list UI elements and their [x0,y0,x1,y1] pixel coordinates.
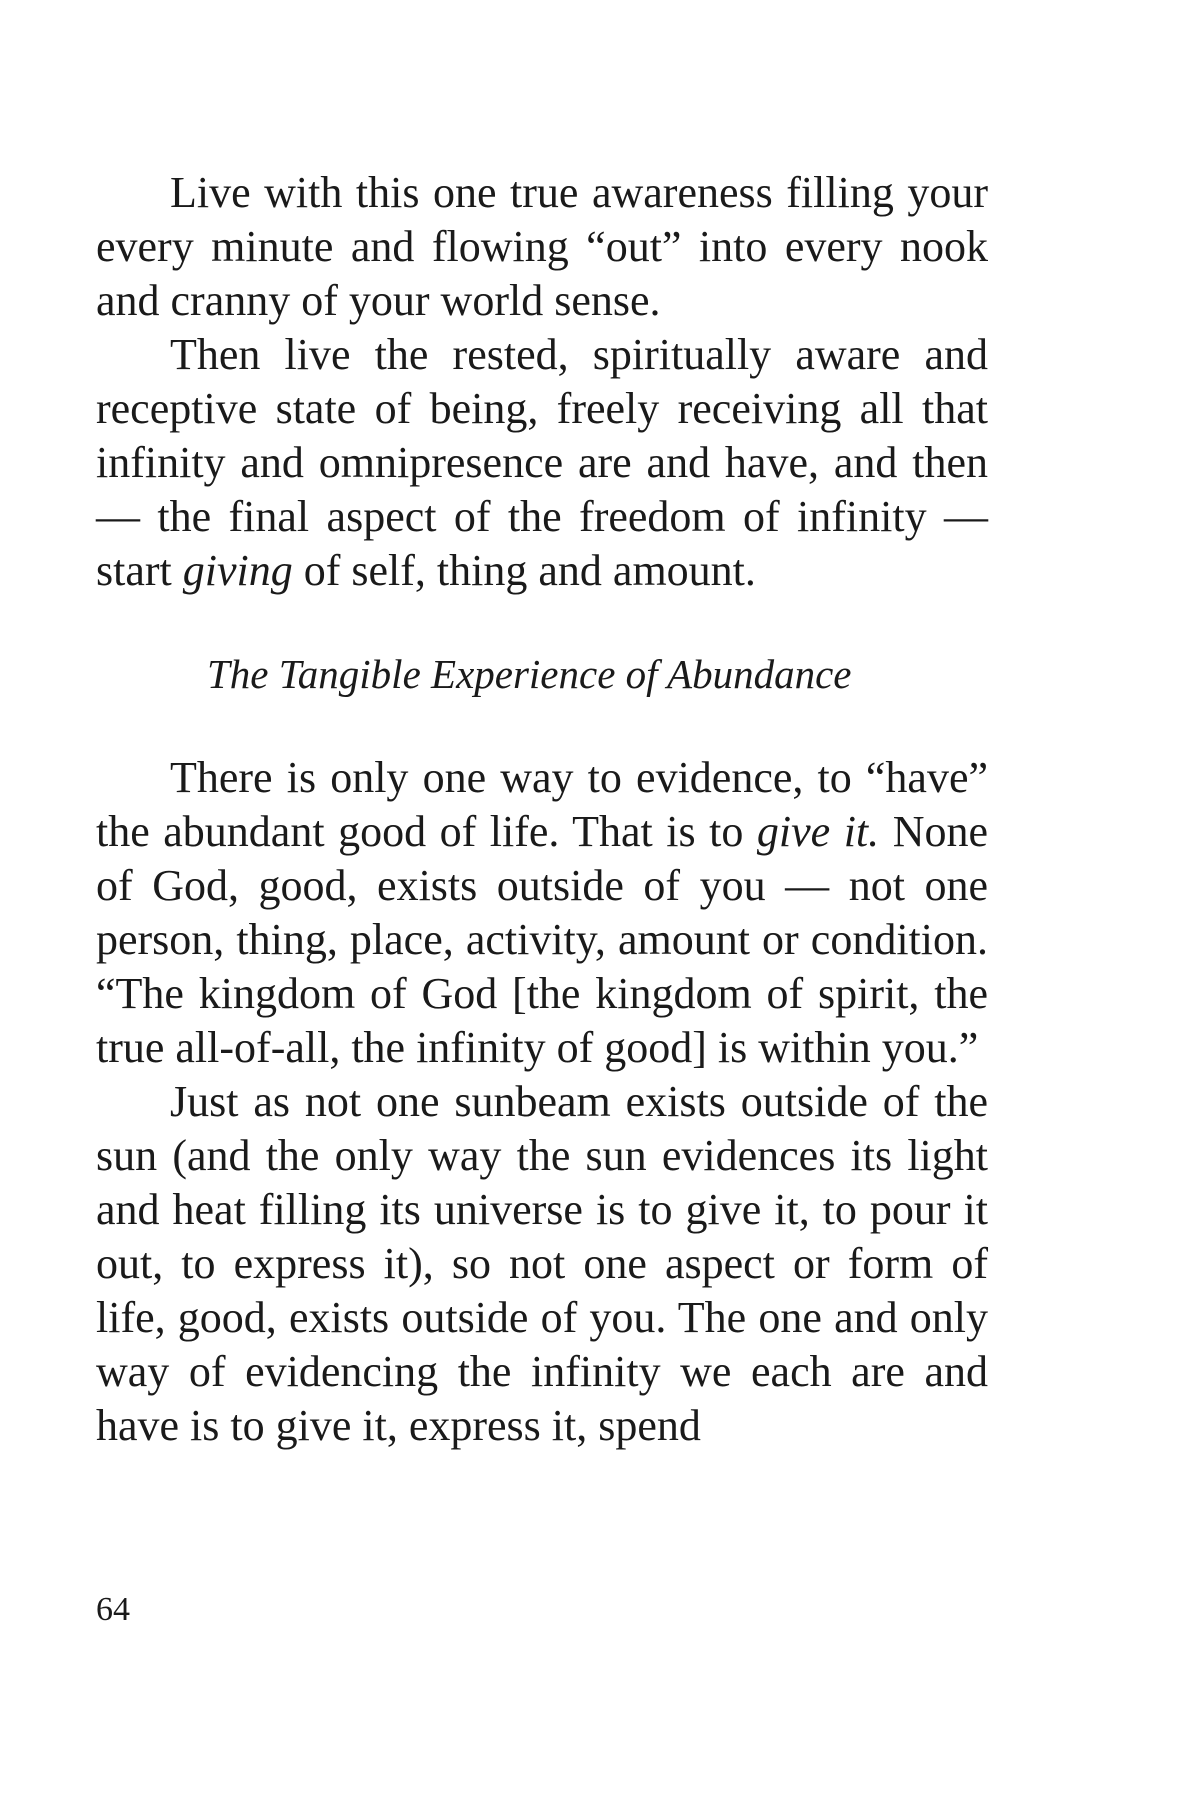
paragraph-2-emphasis: giving [182,546,293,595]
paragraph-2-text-b: of self, thing and amount. [292,546,756,595]
paragraph-4-text: Just as not one sunbeam exists outside of the sun (and the only way the sun evidences its light and heat filling its universe is to give it, to pour it out, to express it), so not one aspect or form of life, good, exists outside of you. The one and only way of evidencing the infinity we each are and have is to give it, express it, spend [96,1077,988,1450]
section-subheading: The Tangible Experience of Abundance [207,651,852,697]
paragraph-3-text-b: None of God, good, exists outside of you — not one person, thing, place, activity, amount or condition. “The kingdom of God [the kingdom of spirit, the true all-of-all, the infinity of good] is within you.” [96,807,988,1072]
paragraph-4 [96,1075,988,1453]
paragraph-3 [96,751,988,1075]
paragraph-1 [96,166,988,328]
paragraph-2 [96,328,988,598]
paragraph-3-text-a: There is only one way to evidence, to “have” the abundant good of life. That is to [96,753,988,856]
paragraph-1-text: Live with this one true awareness filling your every minute and flowing “out” into every nook and cranny of your world sense. [96,168,988,325]
paragraph-2-text-a: Then live the rested, spiritually aware and receptive state of being, freely receiving all that infinity and omnipresence are and have, and then — the final aspect of the freedom of infinity — start [96,330,988,595]
body-text [96,166,988,1453]
page-number: 64 [96,1591,130,1628]
paragraph-3-emphasis: give it. [756,807,880,856]
